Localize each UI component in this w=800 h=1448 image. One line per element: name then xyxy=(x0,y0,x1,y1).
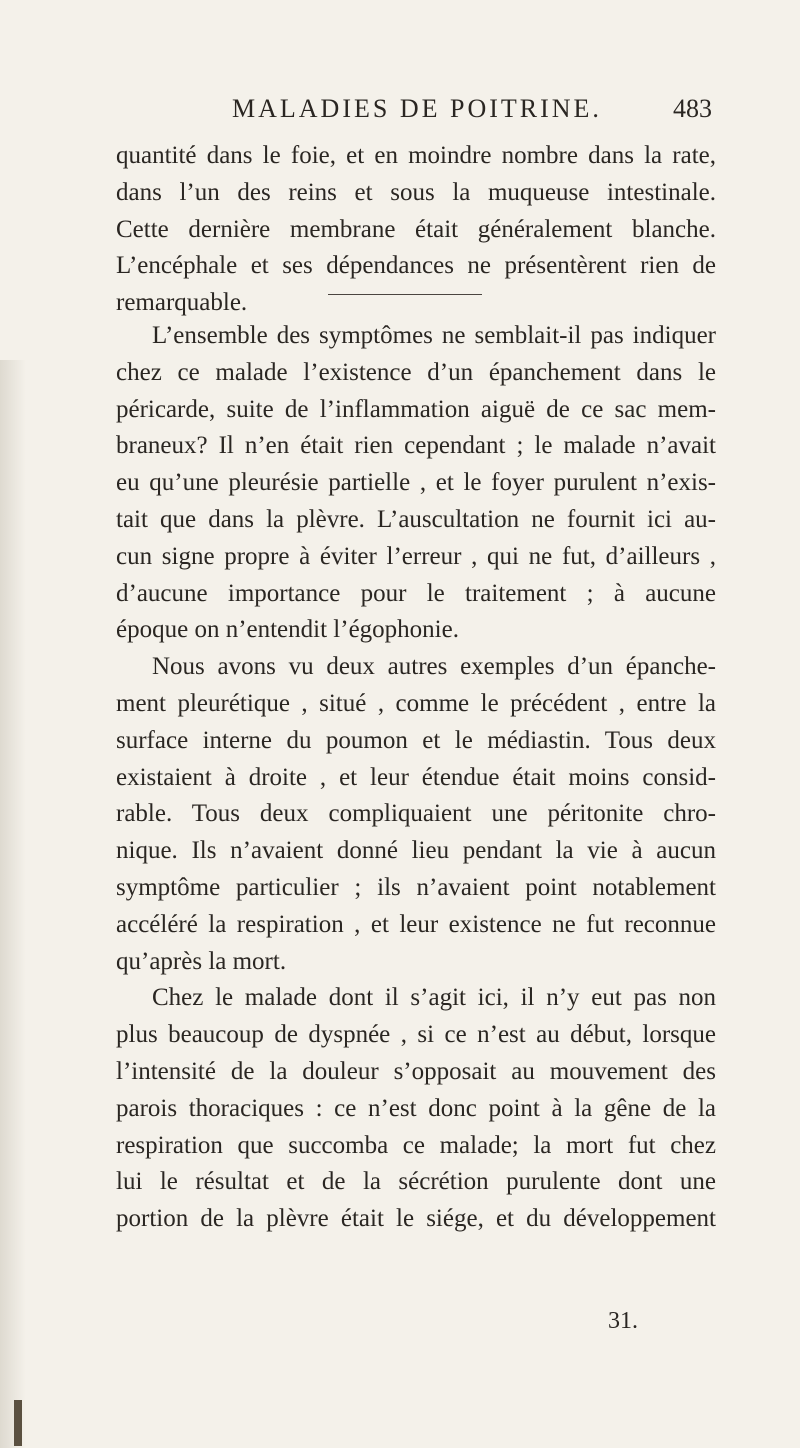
text-line: portion de la plèvre était le siége, et du développement xyxy=(116,1205,716,1233)
signature-mark: 31. xyxy=(608,1308,638,1334)
running-header xyxy=(232,94,712,134)
page-number: 483 xyxy=(673,94,712,123)
text-line: plus beaucoup de dyspnée , si ce n’est au début, lorsque xyxy=(116,1021,716,1049)
text-line: rable. Tous deux compliquaient une péritonite chro- xyxy=(116,800,716,828)
paragraph-3 xyxy=(116,649,716,980)
text-line: L’ensemble des symptômes ne semblait-il pas indiquer xyxy=(152,322,716,349)
text-line: accéléré la respiration , et leur existence ne fut reconnue xyxy=(116,910,716,938)
text-line: d’aucune importance pour le traitement ; à aucune xyxy=(116,579,716,607)
text-line: péricarde, suite de l’inflammation aiguë de ce sac mem- xyxy=(116,395,716,423)
text-line: Chez le malade dont il s’agit ici, il n’y eut pas non xyxy=(152,984,716,1012)
body-text xyxy=(116,318,716,1238)
text-line: respiration que succomba ce malade; la mort fut chez xyxy=(116,1131,716,1159)
text-line: ment pleurétique , situé , comme le précédent , entre la xyxy=(116,689,716,717)
paragraph-2 xyxy=(116,318,716,649)
text-line: lui le résultat et de la sécrétion purulente dont une xyxy=(116,1168,716,1196)
section-separator xyxy=(328,294,482,295)
text-line: Cette dernière membrane était généralement blanche. xyxy=(116,215,716,243)
text-line: chez ce malade l’existence d’un épanchement dans le xyxy=(116,358,716,386)
text-line: tait que dans la plèvre. L’auscultation ne fournit ici au- xyxy=(116,505,716,533)
text-line: Nous avons vu deux autres exemples d’un épanche- xyxy=(152,653,716,681)
text-line: nique. Ils n’avaient donné lieu pendant la vie à aucun xyxy=(116,837,716,865)
text-line: parois thoraciques : ce n’est donc point à la gêne de la xyxy=(116,1094,716,1122)
text-line: surface interne du poumon et le médiastin. Tous deux xyxy=(116,726,716,754)
text-line: quantité dans le foie, et en moindre nombre dans la rate, xyxy=(116,142,716,169)
text-line: symptôme particulier ; ils n’avaient point notablement xyxy=(116,873,716,901)
text-line: cun signe propre à éviter l’erreur , qui ne fut, d’ailleurs , xyxy=(116,542,716,570)
paragraph-4 xyxy=(116,980,716,1238)
text-line: l’intensité de la douleur s’opposait au mouvement des xyxy=(116,1057,716,1085)
text-line: remarquable. xyxy=(116,289,248,317)
page-edge-shadow xyxy=(0,360,26,1448)
text-line: époque on n’entendit l’égophonie. xyxy=(116,616,459,644)
binding-mark xyxy=(14,1400,22,1446)
text-line: qu’après la mort. xyxy=(116,947,287,975)
text-line: braneux? Il n’en était rien cependant ; le malade n’avait xyxy=(116,432,716,460)
text-line: L’encéphale et ses dépendances ne présentèrent rien de xyxy=(116,252,716,280)
text-line: eu qu’une pleurésie partielle , et le foyer purulent n’exis- xyxy=(116,469,716,497)
header-title: MALADIES DE POITRINE. xyxy=(232,94,602,123)
text-line: dans l’un des reins et sous la muqueuse intestinale. xyxy=(116,178,716,206)
text-line: existaient à droite , et leur étendue était moins consid- xyxy=(116,763,716,791)
